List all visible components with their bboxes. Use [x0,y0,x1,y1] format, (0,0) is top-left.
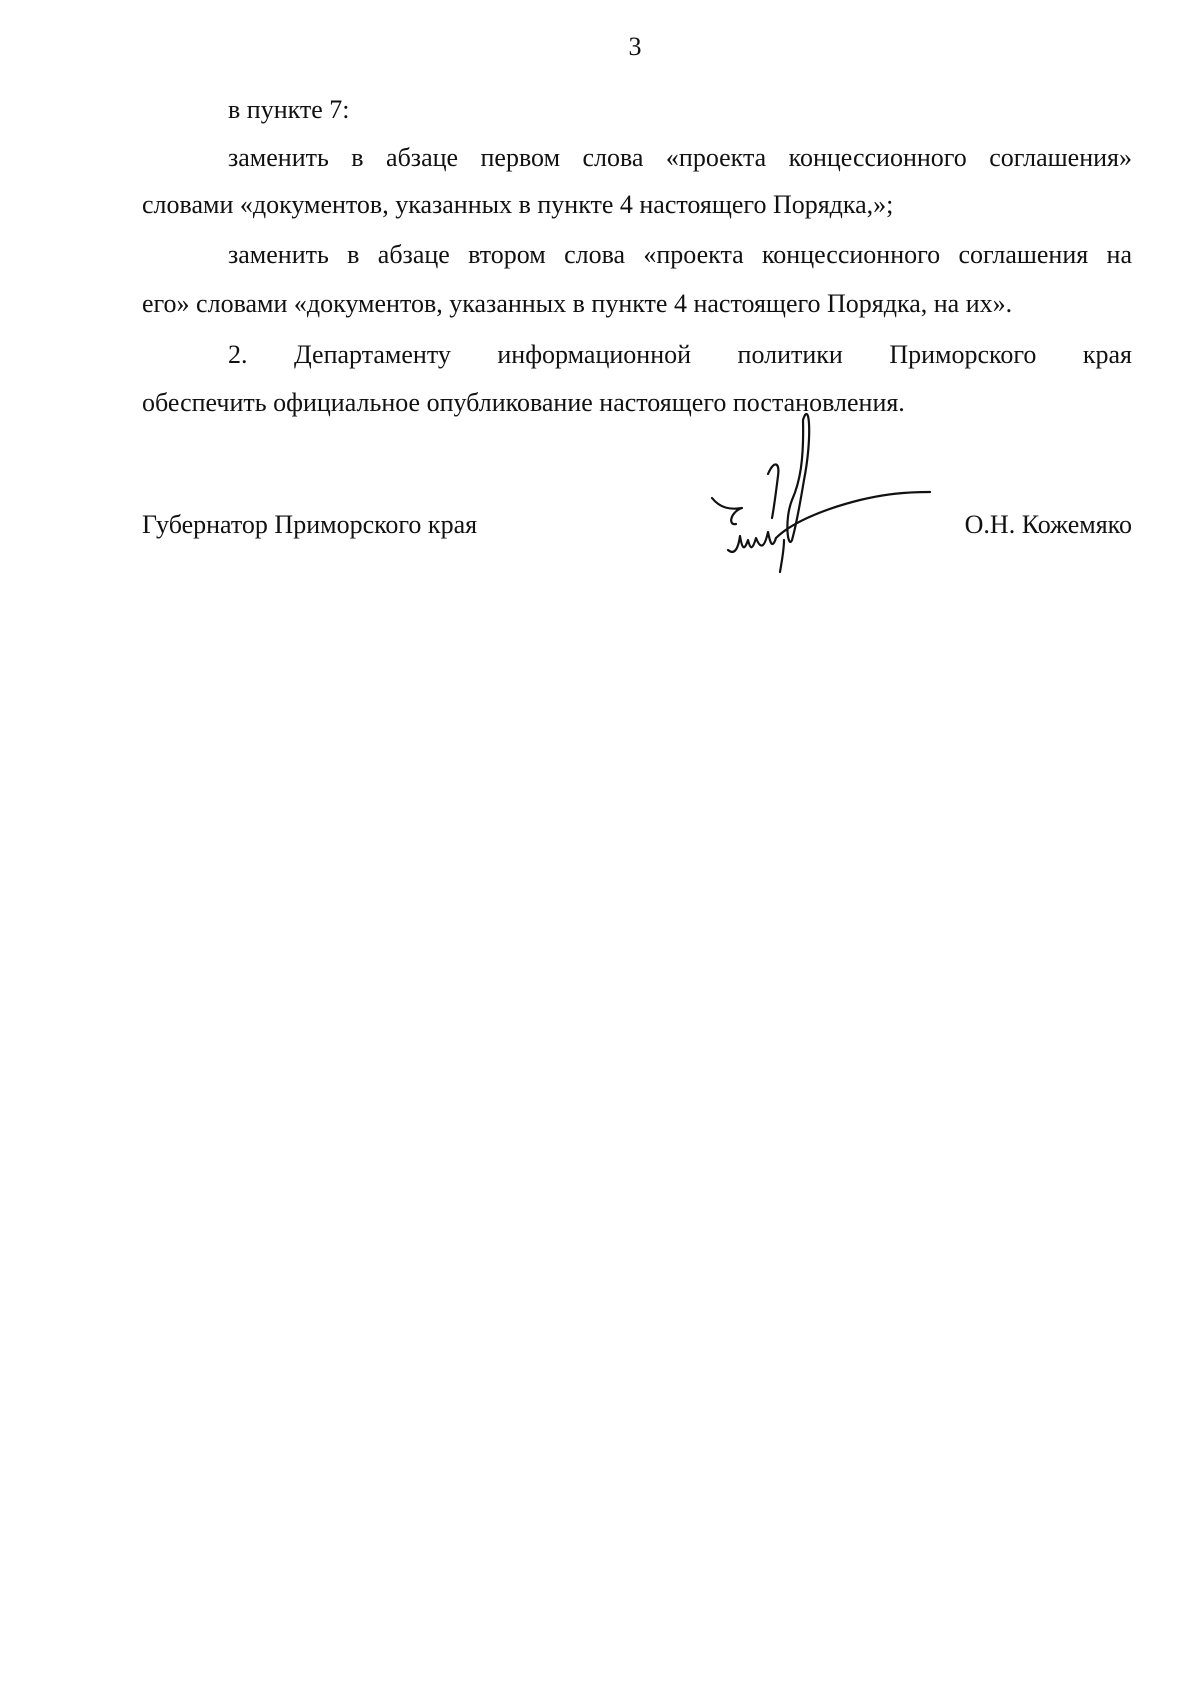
paragraph-replace-first-line2: словами «документов, указанных в пункте 4 настоящего Порядка,»; [142,190,894,219]
handwritten-signature [700,400,950,600]
paragraph-replace-first-line1: заменить в абзаце первом слова «проекта концессионного соглашения» [228,143,1132,172]
page-number: 3 [628,32,642,61]
paragraph-replace-second-line2: его» словами «документов, указанных в пункте 4 настоящего Порядка, на их». [142,289,1013,318]
paragraph-item-7-heading: в пункте 7: [228,95,350,124]
paragraph-department-line1: 2. Департаменту информационной политики Приморского края [228,340,1132,369]
paragraph-department-line2: обеспечить официальное опубликование настоящего постановления. [142,388,905,417]
signatory-title: Губернатор Приморского края [142,510,478,539]
signatory-name: О.Н. Кожемяко [964,510,1132,539]
paragraph-replace-second-line1: заменить в абзаце втором слова «проекта концессионного соглашения на [228,240,1132,269]
signature-block [142,510,1132,600]
